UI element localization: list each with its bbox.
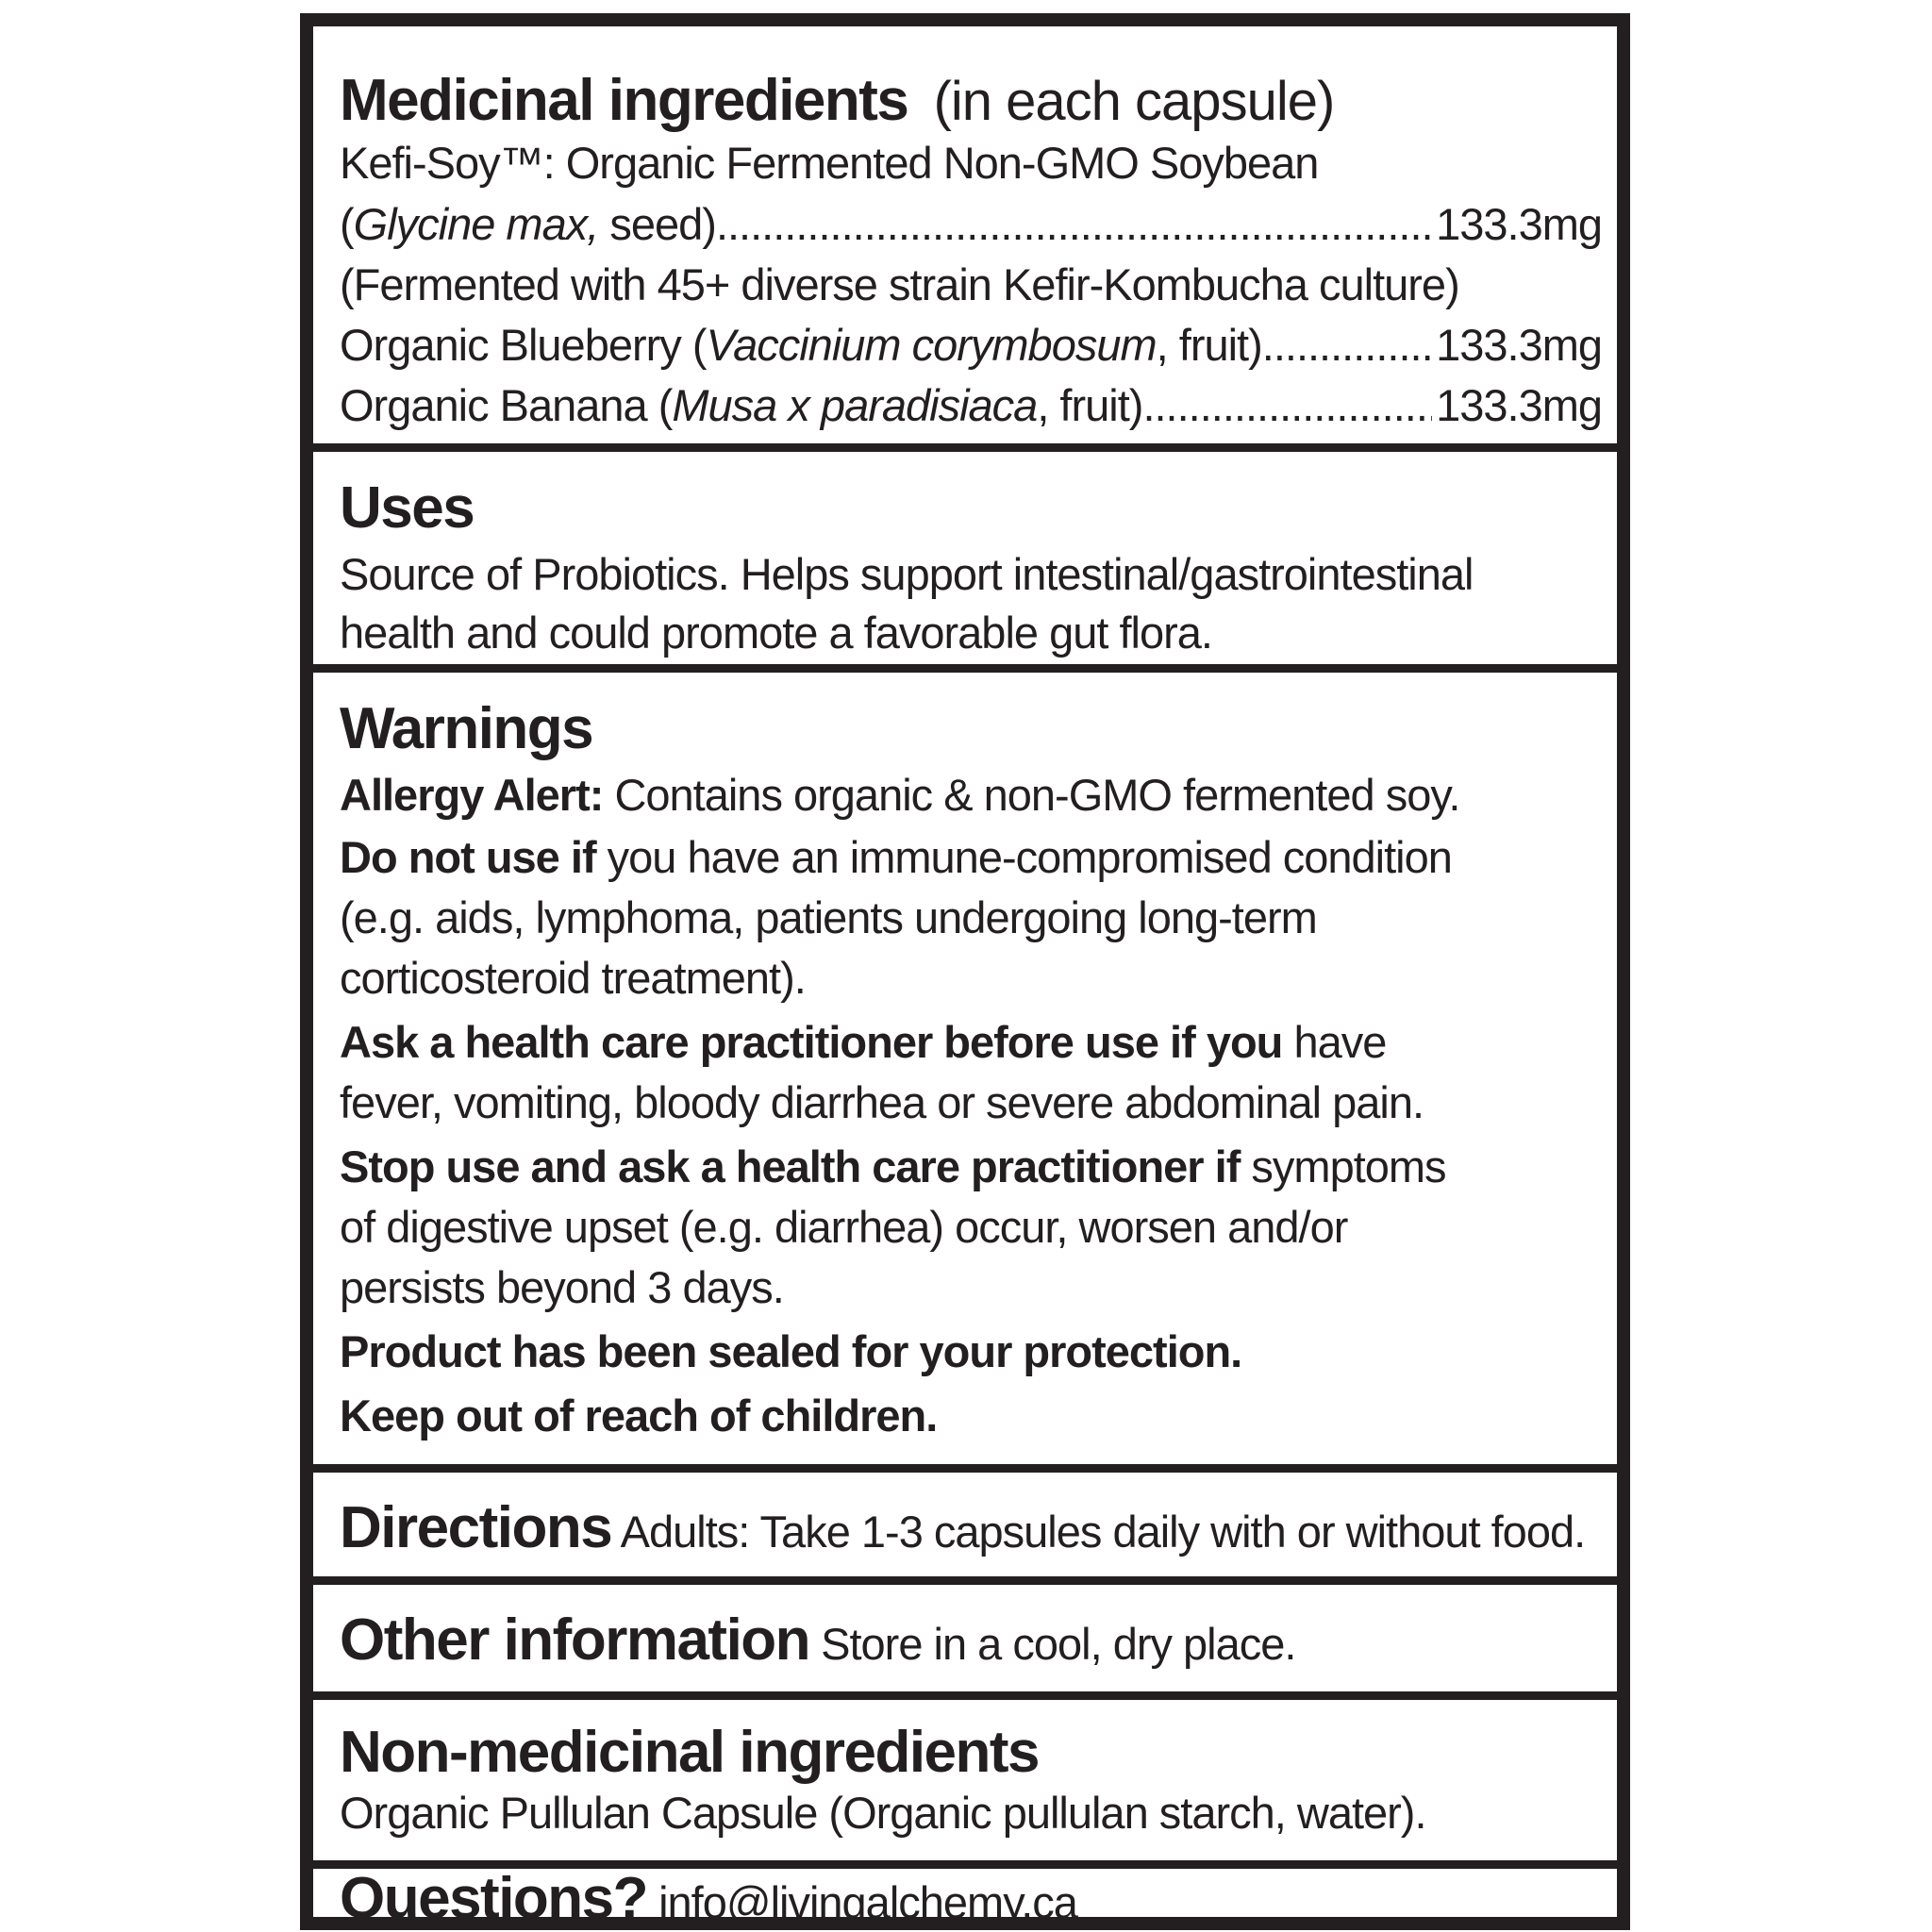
blueberry-ingredient-row: Organic Blueberry (Vaccinium corymbosum, fruit) ..... 133.3mg — [340, 317, 1602, 374]
soy-ingredient-name: Kefi-Soy™: Organic Fermented Non-GMO Soybean — [340, 138, 1319, 188]
children-notice: Keep out of reach of children. — [340, 1391, 938, 1441]
uses-section — [313, 452, 1617, 663]
section-divider — [313, 1464, 1617, 1473]
leader-dots — [716, 196, 1432, 253]
uses-text-line-1: Source of Probiotics. Helps support intestinal/gastrointestinal — [340, 549, 1474, 599]
non-medicinal-text: Organic Pullulan Capsule (Organic pullulan starch, water). — [340, 1788, 1426, 1838]
directions-line — [340, 1486, 1602, 1574]
ask-practitioner-line-2: fever, vomiting, bloody diarrhea or severe abdominal pain. — [340, 1077, 1424, 1127]
stop-use-line-1: Stop use and ask a health care practitioner if symptoms — [340, 1141, 1446, 1191]
medicinal-heading: Medicinal ingredients — [340, 68, 908, 133]
section-divider — [313, 443, 1617, 452]
section-divider — [313, 1691, 1617, 1700]
warnings-section — [313, 673, 1617, 1465]
other-information-text: Store in a cool, dry place. — [809, 1619, 1296, 1669]
medicinal-heading-suffix: (in each capsule) — [933, 71, 1335, 132]
uses-text-line-2: health and could promote a favorable gut flora. — [340, 608, 1212, 658]
do-not-use-line-1: Do not use if you have an immune-compromised condition — [340, 832, 1452, 882]
leader-dots — [1262, 317, 1432, 374]
medicinal-ingredients-section — [313, 26, 1617, 441]
blueberry-amount: 133.3mg — [1436, 320, 1602, 370]
directions-section — [313, 1473, 1617, 1576]
soy-ingredient-row: (Glycine max, seed) ..... 133.3mg — [340, 196, 1602, 253]
other-information-section — [313, 1585, 1617, 1691]
questions-heading: Questions? — [340, 1869, 648, 1930]
non-medicinal-heading: Non-medicinal ingredients — [340, 1720, 1040, 1785]
ask-practitioner-line-1: Ask a health care practitioner before use if you have — [340, 1017, 1387, 1067]
soy-fermentation-note: (Fermented with 45+ diverse strain Kefir-Kombucha culture) — [340, 259, 1459, 309]
directions-heading: Directions — [340, 1495, 612, 1560]
leader-dots — [1142, 377, 1432, 434]
allergy-alert: Allergy Alert: Contains organic & non-GMO fermented soy. — [340, 770, 1460, 820]
section-divider — [313, 664, 1617, 673]
contact-email-link[interactable]: info@livingalchemy.ca — [647, 1877, 1077, 1927]
soy-latin-name: Glycine max, — [353, 199, 599, 249]
questions-line — [340, 1869, 1602, 1930]
stop-use-line-2: of digestive upset (e.g. diarrhea) occur, worsen and/or — [340, 1202, 1348, 1252]
medicinal-heading-line — [340, 58, 1602, 147]
banana-latin-name: Musa x paradisiaca — [672, 380, 1038, 430]
soy-amount: 133.3mg — [1436, 199, 1602, 249]
other-information-line — [340, 1598, 1602, 1687]
uses-heading: Uses — [340, 475, 475, 541]
other-information-heading: Other information — [340, 1607, 810, 1673]
sealed-notice: Product has been sealed for your protection. — [340, 1326, 1242, 1376]
supplement-facts-label — [300, 13, 1630, 1930]
directions-text: Adults: Take 1-3 capsules daily with or without food. — [611, 1507, 1586, 1557]
banana-amount: 133.3mg — [1436, 380, 1602, 430]
banana-ingredient-row: Organic Banana (Musa x paradisiaca, fruit) ..... 133.3mg — [340, 377, 1602, 434]
section-divider — [313, 1860, 1617, 1869]
do-not-use-line-2: (e.g. aids, lymphoma, patients undergoing long-term — [340, 892, 1317, 942]
section-divider — [313, 1576, 1617, 1585]
questions-section — [313, 1869, 1617, 1930]
do-not-use-line-3: corticosteroid treatment). — [340, 953, 806, 1003]
non-medicinal-section — [313, 1700, 1617, 1860]
blueberry-latin-name: Vaccinium corymbosum — [706, 320, 1157, 370]
stop-use-line-3: persists beyond 3 days. — [340, 1262, 784, 1312]
warnings-heading: Warnings — [340, 696, 593, 761]
